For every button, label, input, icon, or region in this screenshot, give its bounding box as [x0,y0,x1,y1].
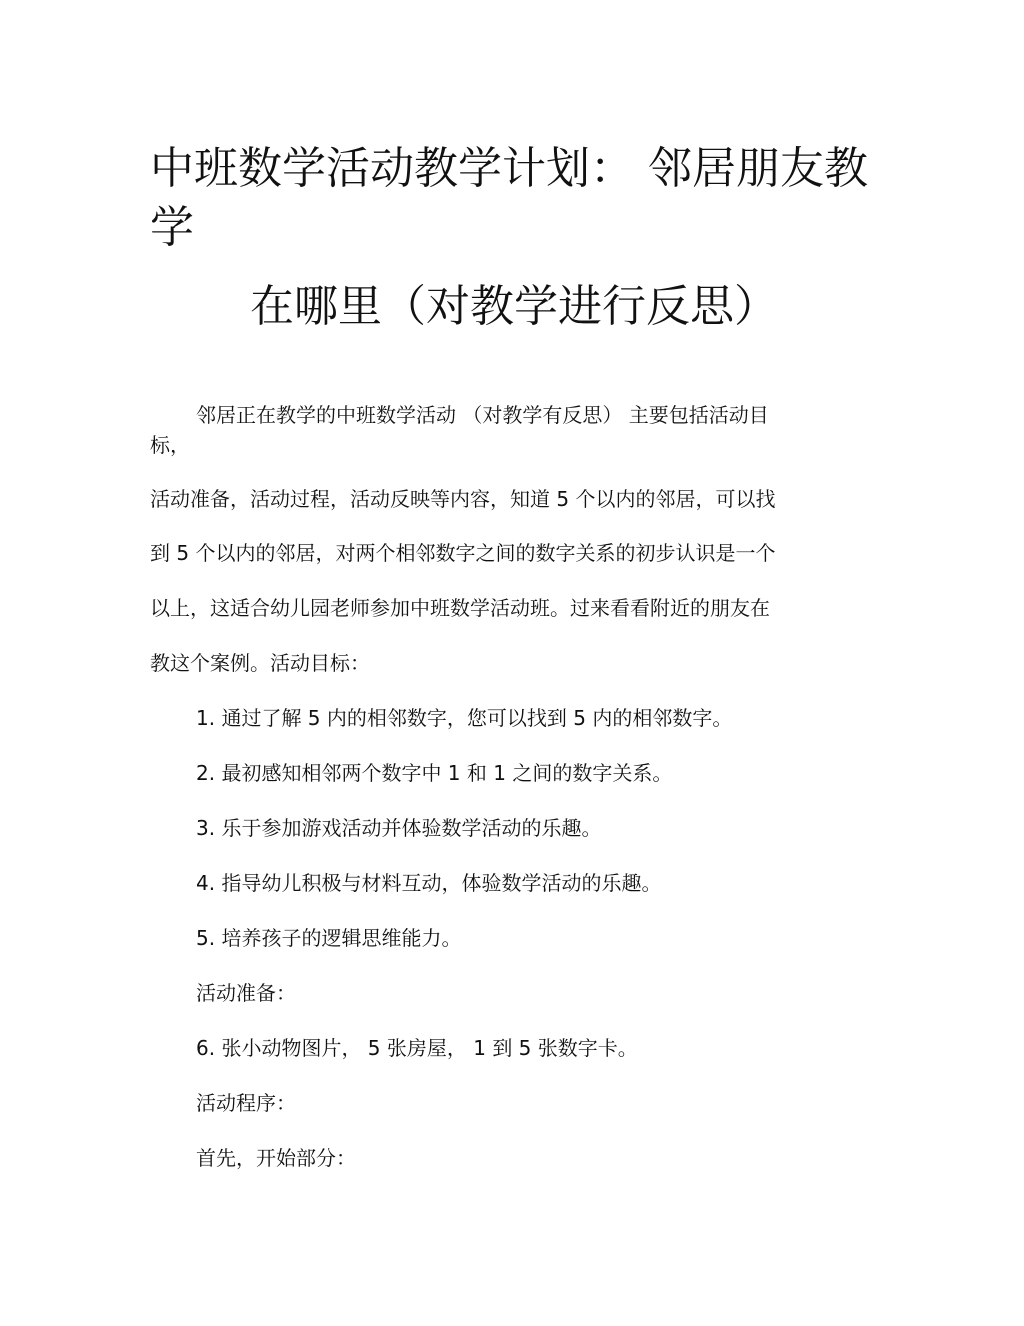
intro-line-2: 标， [150,433,190,457]
procedure-heading: 活动程序： [196,1091,296,1115]
procedure-first-part: 首先，开始部分： [196,1146,356,1170]
goal-item-3: 3. 乐于参加游戏活动并体验数学活动的乐趣。 [196,816,602,840]
preparation-heading: 活动准备： [196,981,296,1005]
intro-line-6: 教这个案例。活动目标： [150,651,370,675]
document-title-line-1: 中班数学活动教学计划： 邻居朋友教 [150,143,868,194]
intro-line-4: 到 5 个以内的邻居，对两个相邻数字之间的数字关系的初步认识是一个 [150,541,776,565]
intro-line-3: 活动准备，活动过程，活动反映等内容，知道 5 个以内的邻居，可以找 [150,487,776,511]
goal-item-4: 4. 指导幼儿积极与材料互动，体验数学活动的乐趣。 [196,871,662,895]
goal-item-5: 5. 培养孩子的逻辑思维能力。 [196,926,462,950]
goal-item-1: 1. 通过了解 5 内的相邻数字，您可以找到 5 内的相邻数字。 [196,706,733,730]
intro-line-1: 邻居正在教学的中班数学活动 （对教学有反思） 主要包括活动目 [196,403,769,427]
intro-line-5: 以上，这适合幼儿园老师参加中班数学活动班。过来看看附近的朋友在 [150,596,770,620]
goal-item-2: 2. 最初感知相邻两个数字中 1 和 1 之间的数字关系。 [196,761,673,785]
preparation-item: 6. 张小动物图片， 5 张房屋， 1 到 5 张数字卡。 [196,1036,638,1060]
document-title-line-3: 在哪里（对教学进行反思） [250,281,778,332]
document-title-line-2: 学 [150,202,194,253]
